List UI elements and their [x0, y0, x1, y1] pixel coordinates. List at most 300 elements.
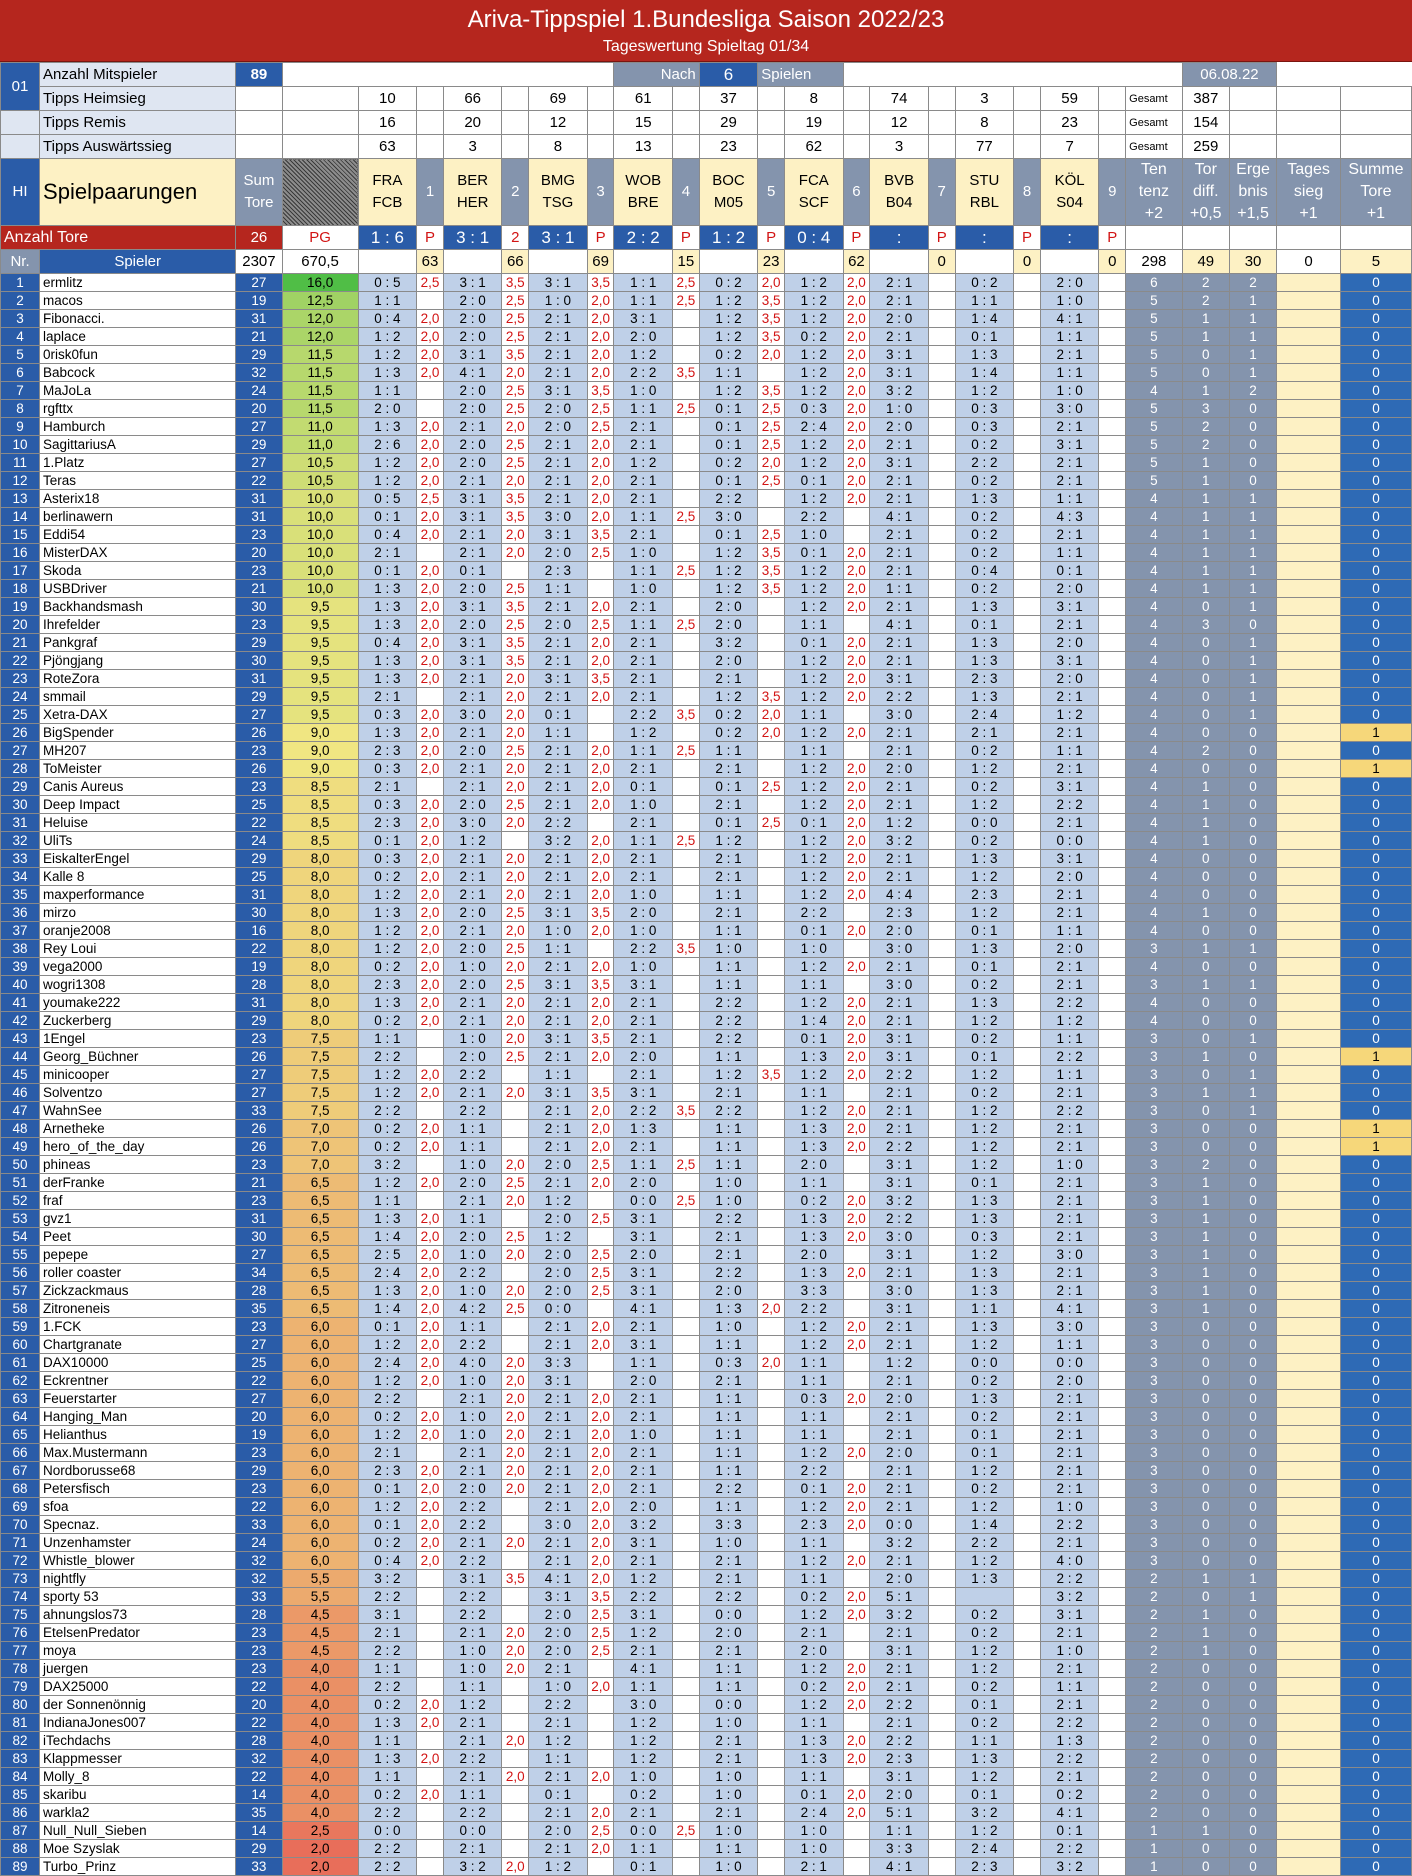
player-tip-points [673, 418, 700, 436]
player-tagessieg [1277, 580, 1341, 598]
match-teams [699, 159, 758, 226]
player-tagessieg [1277, 1066, 1341, 1084]
player-ergebnis: 1 [1229, 364, 1276, 382]
player-tip: 2 : 1 [870, 1660, 929, 1678]
player-tip-points: 2,0 [417, 508, 444, 526]
match-result: 3 : 1 [529, 226, 588, 250]
player-tip: 1 : 4 [955, 1516, 1014, 1534]
player-tordiff: 1 [1182, 1192, 1229, 1210]
table-row [1, 1156, 1412, 1174]
player-tip: 2 : 2 [443, 1552, 502, 1570]
player-tip: 1 : 2 [785, 1696, 844, 1714]
player-tore: 23 [236, 778, 282, 796]
player-tip-points [1099, 598, 1126, 616]
player-tip: 1 : 2 [785, 1102, 844, 1120]
player-tip: 1 : 2 [1040, 1012, 1099, 1030]
player-tip: 1 : 0 [785, 1822, 844, 1840]
spacer [1229, 111, 1276, 135]
player-tip: 0 : 2 [785, 1192, 844, 1210]
player-pg: 10,0 [282, 580, 358, 598]
player-tip-points [1099, 1246, 1126, 1264]
player-tip: 2 : 1 [1040, 1660, 1099, 1678]
player-tip: 0 : 0 [529, 1300, 588, 1318]
player-tip: 2 : 1 [529, 652, 588, 670]
player-tip-points [673, 1372, 700, 1390]
player-tordiff: 0 [1182, 1102, 1229, 1120]
player-tip: 2 : 3 [870, 904, 929, 922]
player-tagessieg [1277, 616, 1341, 634]
player-tip-points [928, 472, 955, 490]
player-tip-points: 2,0 [843, 1732, 870, 1750]
player-tip-points [1099, 1840, 1126, 1858]
player-tip: 1 : 1 [699, 1408, 758, 1426]
player-pg: 6,5 [282, 1192, 358, 1210]
player-rank: 34 [1, 868, 40, 886]
player-tip-points: 2,5 [502, 1300, 529, 1318]
player-tip-points [1014, 1084, 1041, 1102]
player-tendenz: 1 [1126, 1840, 1183, 1858]
player-tip: 3 : 1 [529, 526, 588, 544]
table-row [1, 1660, 1412, 1678]
player-tip: 2 : 1 [443, 1714, 502, 1732]
player-ergebnis: 0 [1229, 1462, 1276, 1480]
player-tip-points [928, 940, 955, 958]
team-home: BER [457, 172, 489, 189]
player-tip: 1 : 1 [1040, 1336, 1099, 1354]
player-tendenz: 2 [1126, 1750, 1183, 1768]
player-tip: 3 : 1 [529, 976, 588, 994]
player-tip: 2 : 0 [1040, 1372, 1099, 1390]
player-tip: 0 : 2 [785, 328, 844, 346]
player-tip: 2 : 4 [785, 418, 844, 436]
table-body [1, 274, 1412, 1876]
player-tip: 3 : 1 [358, 1606, 417, 1624]
player-tip-points [502, 1552, 529, 1570]
player-tip: 5 : 1 [870, 1588, 929, 1606]
spacer [843, 63, 1182, 87]
player-summe-tore: 0 [1340, 1390, 1411, 1408]
player-ergebnis: 0 [1229, 922, 1276, 940]
player-rank: 17 [1, 562, 40, 580]
player-tip: 0 : 2 [614, 1786, 673, 1804]
player-tip: 2 : 1 [443, 724, 502, 742]
player-tip: 1 : 2 [785, 436, 844, 454]
player-tip-points: 2,0 [587, 1552, 614, 1570]
player-tip-points: 2,0 [417, 472, 444, 490]
player-tip: 1 : 1 [699, 976, 758, 994]
player-rank: 10 [1, 436, 40, 454]
player-tip: 1 : 3 [358, 1282, 417, 1300]
player-pg: 8,5 [282, 778, 358, 796]
player-rank: 18 [1, 580, 40, 598]
tipps-value: 8 [529, 135, 588, 159]
team-away: M05 [713, 194, 744, 211]
player-tip: 1 : 2 [443, 832, 502, 850]
player-tip-points [502, 832, 529, 850]
player-tip-points [673, 1030, 700, 1048]
player-tip-points [843, 1534, 870, 1552]
player-tip-points [1014, 418, 1041, 436]
player-tip: 2 : 3 [785, 1516, 844, 1534]
player-tip-points [673, 1714, 700, 1732]
player-tip: 2 : 0 [529, 1246, 588, 1264]
player-pg: 9,5 [282, 598, 358, 616]
player-tore: 28 [236, 1732, 282, 1750]
bonus-label: sieg [1293, 183, 1324, 200]
player-tip: 2 : 2 [1040, 994, 1099, 1012]
player-tip-points: 2,0 [843, 1318, 870, 1336]
player-tip: 1 : 3 [955, 940, 1014, 958]
player-tip-points: 2,0 [417, 562, 444, 580]
player-tip: 1 : 4 [358, 1300, 417, 1318]
player-tordiff: 0 [1182, 670, 1229, 688]
player-tip: 1 : 0 [529, 292, 588, 310]
player-tip-points: 2,0 [502, 1372, 529, 1390]
player-tip-points [843, 706, 870, 724]
player-rank: 40 [1, 976, 40, 994]
player-pg: 10,0 [282, 526, 358, 544]
player-tendenz: 4 [1126, 706, 1183, 724]
player-tip: 2 : 1 [529, 1138, 588, 1156]
player-tip-points [928, 742, 955, 760]
player-tip: 3 : 1 [1040, 778, 1099, 796]
player-pg: 9,5 [282, 670, 358, 688]
player-rank: 76 [1, 1624, 40, 1642]
player-tip: 2 : 1 [614, 526, 673, 544]
table-row [1, 1120, 1412, 1138]
player-tip-points: 2,0 [502, 1354, 529, 1372]
player-tip-points [843, 976, 870, 994]
player-tip-points [673, 1390, 700, 1408]
player-tip-points [1099, 1282, 1126, 1300]
player-tip: 2 : 2 [870, 1138, 929, 1156]
player-tendenz: 6 [1126, 274, 1183, 292]
team-away: HER [456, 194, 489, 211]
player-tip-points [502, 1210, 529, 1228]
player-tip: 2 : 1 [1040, 886, 1099, 904]
player-tip-points [1014, 310, 1041, 328]
player-tordiff: 1 [1182, 544, 1229, 562]
table-row [1, 1642, 1412, 1660]
player-tore: 21 [236, 580, 282, 598]
player-tip: 1 : 0 [785, 940, 844, 958]
player-tagessieg [1277, 526, 1341, 544]
player-pg: 6,0 [282, 1552, 358, 1570]
player-tagessieg [1277, 472, 1341, 490]
player-tip-points: 2,5 [673, 292, 700, 310]
player-tordiff: 0 [1182, 1696, 1229, 1714]
player-rank: 73 [1, 1570, 40, 1588]
player-tordiff: 0 [1182, 1498, 1229, 1516]
player-tip: 2 : 2 [699, 1012, 758, 1030]
player-tip: 1 : 2 [358, 472, 417, 490]
player-tip-points [928, 1084, 955, 1102]
player-pg: 2,0 [282, 1840, 358, 1858]
player-name: roller coaster [40, 1264, 236, 1282]
player-tip-points [928, 1012, 955, 1030]
player-tore: 24 [236, 832, 282, 850]
player-tagessieg [1277, 760, 1341, 778]
player-tip-points: 2,0 [843, 1480, 870, 1498]
player-tip: 0 : 0 [443, 1822, 502, 1840]
player-tip-points [758, 886, 785, 904]
player-tip: 4 : 1 [614, 1300, 673, 1318]
player-tagessieg [1277, 454, 1341, 472]
player-tip-points [1099, 1300, 1126, 1318]
player-tip: 1 : 0 [870, 400, 929, 418]
player-name: Eddi54 [40, 526, 236, 544]
player-tip: 2 : 0 [614, 328, 673, 346]
player-tip-points [843, 1246, 870, 1264]
player-tendenz: 4 [1126, 562, 1183, 580]
player-tip: 2 : 1 [870, 1084, 929, 1102]
player-tip-points: 2,0 [587, 1048, 614, 1066]
player-tip: 2 : 0 [870, 1570, 929, 1588]
player-tagessieg [1277, 670, 1341, 688]
match-points-total: 66 [502, 250, 529, 274]
tipps-value: 12 [529, 111, 588, 135]
player-tagessieg [1277, 1750, 1341, 1768]
player-tip: 1 : 2 [529, 1732, 588, 1750]
match-result: : [1040, 226, 1099, 250]
player-tip: 2 : 1 [529, 1804, 588, 1822]
player-tip: 2 : 0 [614, 1498, 673, 1516]
player-rank: 24 [1, 688, 40, 706]
player-tip-points: 2,0 [758, 454, 785, 472]
player-tip-points [1099, 580, 1126, 598]
player-tip-points: 2,0 [843, 1012, 870, 1030]
player-tip-points: 3,5 [758, 292, 785, 310]
player-rank: 2 [1, 292, 40, 310]
player-summe-tore: 0 [1340, 1786, 1411, 1804]
player-tip: 2 : 3 [955, 670, 1014, 688]
table-row [1, 562, 1412, 580]
player-tendenz: 2 [1126, 1696, 1183, 1714]
player-tagessieg [1277, 328, 1341, 346]
player-tip-points: 2,0 [417, 310, 444, 328]
player-tip: 2 : 1 [529, 634, 588, 652]
player-pg: 6,5 [282, 1264, 358, 1282]
player-tip-points [1014, 742, 1041, 760]
table-row [1, 1606, 1412, 1624]
player-tip: 1 : 1 [443, 1318, 502, 1336]
player-tore: 29 [236, 436, 282, 454]
player-pg: 6,0 [282, 1390, 358, 1408]
player-tordiff: 0 [1182, 1678, 1229, 1696]
player-name: RoteZora [40, 670, 236, 688]
player-tip: 1 : 1 [699, 1156, 758, 1174]
player-summe-tore: 0 [1340, 742, 1411, 760]
player-tip: 3 : 1 [614, 1228, 673, 1246]
player-tip-points: 2,0 [758, 274, 785, 292]
table-row [1, 1066, 1412, 1084]
player-name: youmake222 [40, 994, 236, 1012]
player-tip: 0 : 1 [955, 328, 1014, 346]
player-tendenz: 4 [1126, 724, 1183, 742]
player-tagessieg [1277, 1444, 1341, 1462]
player-tip: 1 : 0 [785, 526, 844, 544]
player-tendenz: 3 [1126, 1408, 1183, 1426]
player-rank: 36 [1, 904, 40, 922]
player-tore: 21 [236, 328, 282, 346]
player-summe-tore: 0 [1340, 940, 1411, 958]
player-tip-points: 2,5 [673, 1822, 700, 1840]
player-tip: 1 : 2 [785, 832, 844, 850]
player-tip: 1 : 2 [785, 310, 844, 328]
player-tip: 2 : 1 [870, 796, 929, 814]
player-tip: 0 : 3 [358, 760, 417, 778]
player-tip: 1 : 2 [955, 1462, 1014, 1480]
player-tip-points: 2,0 [587, 1678, 614, 1696]
player-tip: 0 : 1 [1040, 1822, 1099, 1840]
player-tip: 1 : 3 [785, 1210, 844, 1228]
player-tip-points [502, 1750, 529, 1768]
player-tordiff: 0 [1182, 1588, 1229, 1606]
player-tip: 1 : 3 [785, 1732, 844, 1750]
player-pg: 8,0 [282, 868, 358, 886]
player-ergebnis: 1 [1229, 346, 1276, 364]
player-tore: 27 [236, 1390, 282, 1408]
player-ergebnis: 0 [1229, 436, 1276, 454]
player-tip: 1 : 0 [443, 1282, 502, 1300]
player-tip-points [587, 1354, 614, 1372]
player-tip-points: 2,0 [417, 1264, 444, 1282]
player-tip: 1 : 1 [1040, 1030, 1099, 1048]
player-tip-points [758, 1822, 785, 1840]
player-pg: 7,5 [282, 1102, 358, 1120]
player-tip: 3 : 3 [699, 1516, 758, 1534]
player-tip-points: 2,0 [502, 472, 529, 490]
player-tip-points: 2,0 [417, 1246, 444, 1264]
player-tip: 1 : 1 [699, 1138, 758, 1156]
player-tagessieg [1277, 292, 1341, 310]
match-number: 9 [1099, 159, 1126, 226]
player-tore: 27 [236, 1084, 282, 1102]
player-summe-tore: 0 [1340, 562, 1411, 580]
player-tip: 0 : 2 [955, 1372, 1014, 1390]
player-tip-points: 2,0 [843, 1066, 870, 1084]
player-tip-points: 2,0 [587, 832, 614, 850]
player-tip-points: 2,0 [417, 634, 444, 652]
player-tip: 3 : 1 [614, 1084, 673, 1102]
player-tip: 1 : 0 [699, 1192, 758, 1210]
player-tip-points: 3,5 [673, 364, 700, 382]
match-pts-marker: P [1099, 226, 1126, 250]
player-tip-points: 2,0 [417, 850, 444, 868]
player-summe-tore: 0 [1340, 1858, 1411, 1876]
player-ergebnis: 0 [1229, 1318, 1276, 1336]
player-tip: 2 : 1 [1040, 1426, 1099, 1444]
player-name: 1.Platz [40, 454, 236, 472]
player-tip-points [673, 778, 700, 796]
player-rank: 6 [1, 364, 40, 382]
player-rank: 37 [1, 922, 40, 940]
player-tip-points [673, 1804, 700, 1822]
player-tip-points [502, 1102, 529, 1120]
player-tip: 2 : 1 [870, 436, 929, 454]
player-tagessieg [1277, 1786, 1341, 1804]
player-tip-points [928, 1372, 955, 1390]
player-tip: 1 : 2 [785, 958, 844, 976]
player-tip: 4 : 0 [1040, 1552, 1099, 1570]
player-tip-points: 2,0 [502, 1012, 529, 1030]
player-tip: 1 : 2 [358, 1336, 417, 1354]
player-tip-points [673, 958, 700, 976]
player-tip-points [843, 1084, 870, 1102]
total-pg: 670,5 [282, 250, 358, 274]
player-tip-points [1014, 1408, 1041, 1426]
player-summe-tore: 0 [1340, 1156, 1411, 1174]
player-summe-tore: 0 [1340, 832, 1411, 850]
player-tip: 1 : 3 [955, 346, 1014, 364]
player-ergebnis: 0 [1229, 886, 1276, 904]
player-summe-tore: 0 [1340, 1012, 1411, 1030]
player-tip-points [843, 1714, 870, 1732]
player-tordiff: 0 [1182, 652, 1229, 670]
player-tip: 2 : 1 [443, 994, 502, 1012]
player-tip: 3 : 0 [614, 1696, 673, 1714]
player-tip-points: 2,0 [417, 1354, 444, 1372]
player-tip: 1 : 0 [443, 1660, 502, 1678]
tipps-value: 37 [699, 87, 758, 111]
player-tip-points: 2,0 [587, 1336, 614, 1354]
player-tip: 1 : 2 [358, 1372, 417, 1390]
player-tore: 22 [236, 1714, 282, 1732]
player-ergebnis: 0 [1229, 994, 1276, 1012]
player-tip: 1 : 4 [955, 364, 1014, 382]
player-ergebnis: 0 [1229, 1426, 1276, 1444]
player-tip-points [673, 580, 700, 598]
player-name: Max.Mustermann [40, 1444, 236, 1462]
player-tendenz: 3 [1126, 1480, 1183, 1498]
player-tip: 1 : 0 [529, 1678, 588, 1696]
player-tip: 2 : 1 [870, 778, 929, 796]
player-tip-points: 2,5 [502, 328, 529, 346]
player-tip: 2 : 1 [785, 1624, 844, 1642]
player-tip-points [758, 1192, 785, 1210]
player-tore: 27 [236, 274, 282, 292]
player-tip: 3 : 2 [443, 1858, 502, 1876]
player-tip-points [928, 1624, 955, 1642]
player-name: USBDriver [40, 580, 236, 598]
player-tip: 2 : 3 [870, 1750, 929, 1768]
player-summe-tore: 0 [1340, 598, 1411, 616]
player-tip: 2 : 1 [870, 490, 929, 508]
player-ergebnis: 0 [1229, 1714, 1276, 1732]
player-tip: 1 : 0 [443, 1408, 502, 1426]
player-tip-points [1014, 940, 1041, 958]
player-tendenz: 3 [1126, 1156, 1183, 1174]
player-tip-points [502, 1714, 529, 1732]
player-tip-points [673, 1534, 700, 1552]
player-tordiff: 0 [1182, 1138, 1229, 1156]
player-tip-points [1014, 292, 1041, 310]
player-tip-points [1014, 1444, 1041, 1462]
player-tip: 2 : 0 [1040, 274, 1099, 292]
player-tip: 0 : 4 [955, 562, 1014, 580]
match-number: 1 [417, 159, 444, 226]
player-ergebnis: 0 [1229, 1840, 1276, 1858]
player-tip: 3 : 0 [870, 1228, 929, 1246]
player-tip-points [928, 1030, 955, 1048]
player-tip-points [673, 1480, 700, 1498]
page-subtitle: Tageswertung Spieltag 01/34 [602, 38, 810, 55]
player-tore: 23 [236, 1660, 282, 1678]
player-tip: 0 : 3 [358, 850, 417, 868]
player-tip: 2 : 1 [870, 1462, 929, 1480]
player-tip: 2 : 0 [358, 400, 417, 418]
player-tip: 0 : 1 [699, 778, 758, 796]
